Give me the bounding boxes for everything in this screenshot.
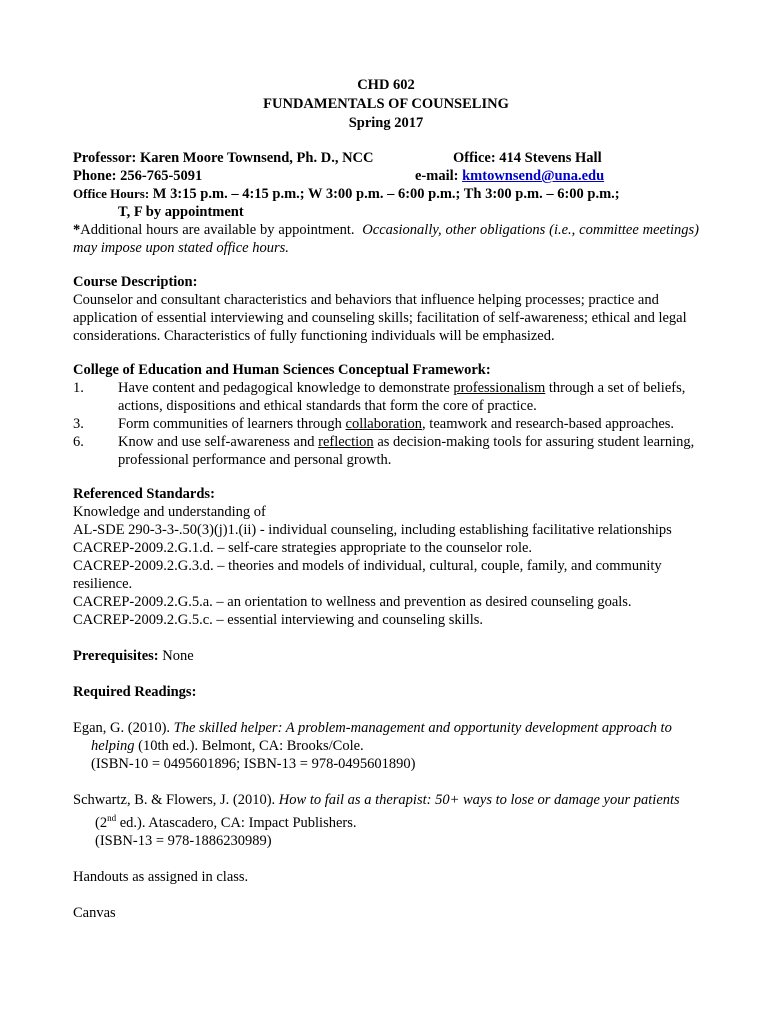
standard-item: CACREP-2009.2.G.3.d. – theories and models of individual, cultural, couple, family, and community resilience. [73,558,662,592]
standards-intro: Knowledge and understanding of [73,504,266,520]
item-number: 3. [73,416,84,432]
handouts-note: Handouts as assigned in class. [73,868,249,885]
item-text: , teamwork and research-based approaches. [422,416,675,432]
course-header [73,76,699,133]
item-term: reflection [318,434,374,450]
document-body [73,76,699,922]
item-term: collaboration [345,416,423,432]
note-plain: Additional hours are available by appointment. [80,222,355,238]
list-item [73,433,699,469]
readings-title: Required Readings: [73,684,197,700]
item-text: Know and use self-awareness and [118,434,319,450]
citation-title: The skilled helper: A problem-management and opportunity development approach to helping [91,720,672,754]
framework-title: College of Education and Human Sciences Conceptual Framework: [73,362,491,378]
citation-publisher: ed.). Atascadero, CA: Impact Publishers. [116,814,357,831]
standard-item: AL-SDE 290-3-3-.50(3)(j)1.(ii) - individual counseling, including establishing facilitative relationships [73,522,672,538]
standard-item: CACREP-2009.2.G.1.d. – self-care strategies appropriate to the counselor role. [73,540,533,556]
course-description-text: Counselor and consultant characteristics and behaviors that influence helping processes; practice and application of essential interviewing and counseling skills; facilitation of self-awareness; ethical and legal considerations. Characteristics of fully functioning individuals will be emphasized. [73,292,687,344]
standards-title: Referenced Standards: [73,486,215,502]
standard-item: CACREP-2009.2.G.5.c. – essential interviewing and counseling skills. [73,612,483,628]
item-text: Form communities of learners through [118,416,346,432]
phone-row [73,167,699,185]
note-italic: Occasionally, other obligations (i.e., committee meetings) may impose upon stated office hours. [73,222,700,256]
item-text: through a set of beliefs, actions, dispositions and ethical standards that form the core of practice. [118,380,686,414]
citation-edition-sup: nd [107,813,117,823]
office-hours-value-2: T, F by appointment [118,204,244,220]
professor-row [73,149,699,167]
item-text: Have content and pedagogical knowledge to demonstrate [118,380,454,396]
course-description-title: Course Description: [73,274,198,290]
item-text: as decision-making tools for assuring student learning, professional performance and personal growth. [118,434,695,468]
citation-title: How to fail as a therapist: 50+ ways to lose or damage your patients [278,792,680,808]
email-link[interactable]: kmtownsend@una.edu [462,168,605,184]
canvas-note: Canvas [73,904,116,921]
standard-item: CACREP-2009.2.G.5.a. – an orientation to wellness and prevention as desired counseling goals. [73,594,632,610]
phone-label: Phone: [73,168,117,184]
office-label: Office: [453,150,496,166]
phone-value: 256-765-5091 [120,168,203,184]
list-item [73,415,699,433]
citation-publisher: (10th ed.). Belmont, CA: Brooks/Cole. [134,738,364,754]
framework-list [73,379,699,469]
office-value: 414 Stevens Hall [499,150,602,166]
list-item [73,379,699,415]
citation-isbn: (ISBN-10 = 0495601896; ISBN-13 = 978-0495601890) [91,756,416,772]
item-number: 1. [73,380,84,396]
course-title: FUNDAMENTALS OF COUNSELING [263,96,509,112]
office-hours-label: Office Hours: [73,186,150,201]
professor-label: Professor: [73,150,137,166]
citation-author: Schwartz, B. & Flowers, J. (2010). [73,792,279,808]
reading-citation [73,719,699,773]
citation-isbn: (ISBN-13 = 978-1886230989) [95,832,272,849]
course-code: CHD 602 [357,77,415,93]
professor-name: Karen Moore Townsend, Ph. D., NCC [139,150,374,166]
office-hours-value: M 3:15 p.m. – 4:15 p.m.; W 3:00 p.m. – 6:00 p.m.; Th 3:00 p.m. – 6:00 p.m.; [152,186,620,202]
office-hours [73,185,699,203]
office-hours-note [73,221,699,257]
citation-author: Egan, G. (2010). [73,720,174,736]
course-term: Spring 2017 [348,115,424,131]
prerequisites-label: Prerequisites: [73,648,159,664]
citation-edition: (2 [95,814,108,831]
item-number: 6. [73,434,84,450]
reading-citation [73,791,699,850]
prerequisites-value: None [162,648,194,664]
email-label: e-mail: [415,168,459,184]
note-star: * [73,222,81,238]
item-term: professionalism [453,380,546,396]
prerequisites [73,647,699,665]
